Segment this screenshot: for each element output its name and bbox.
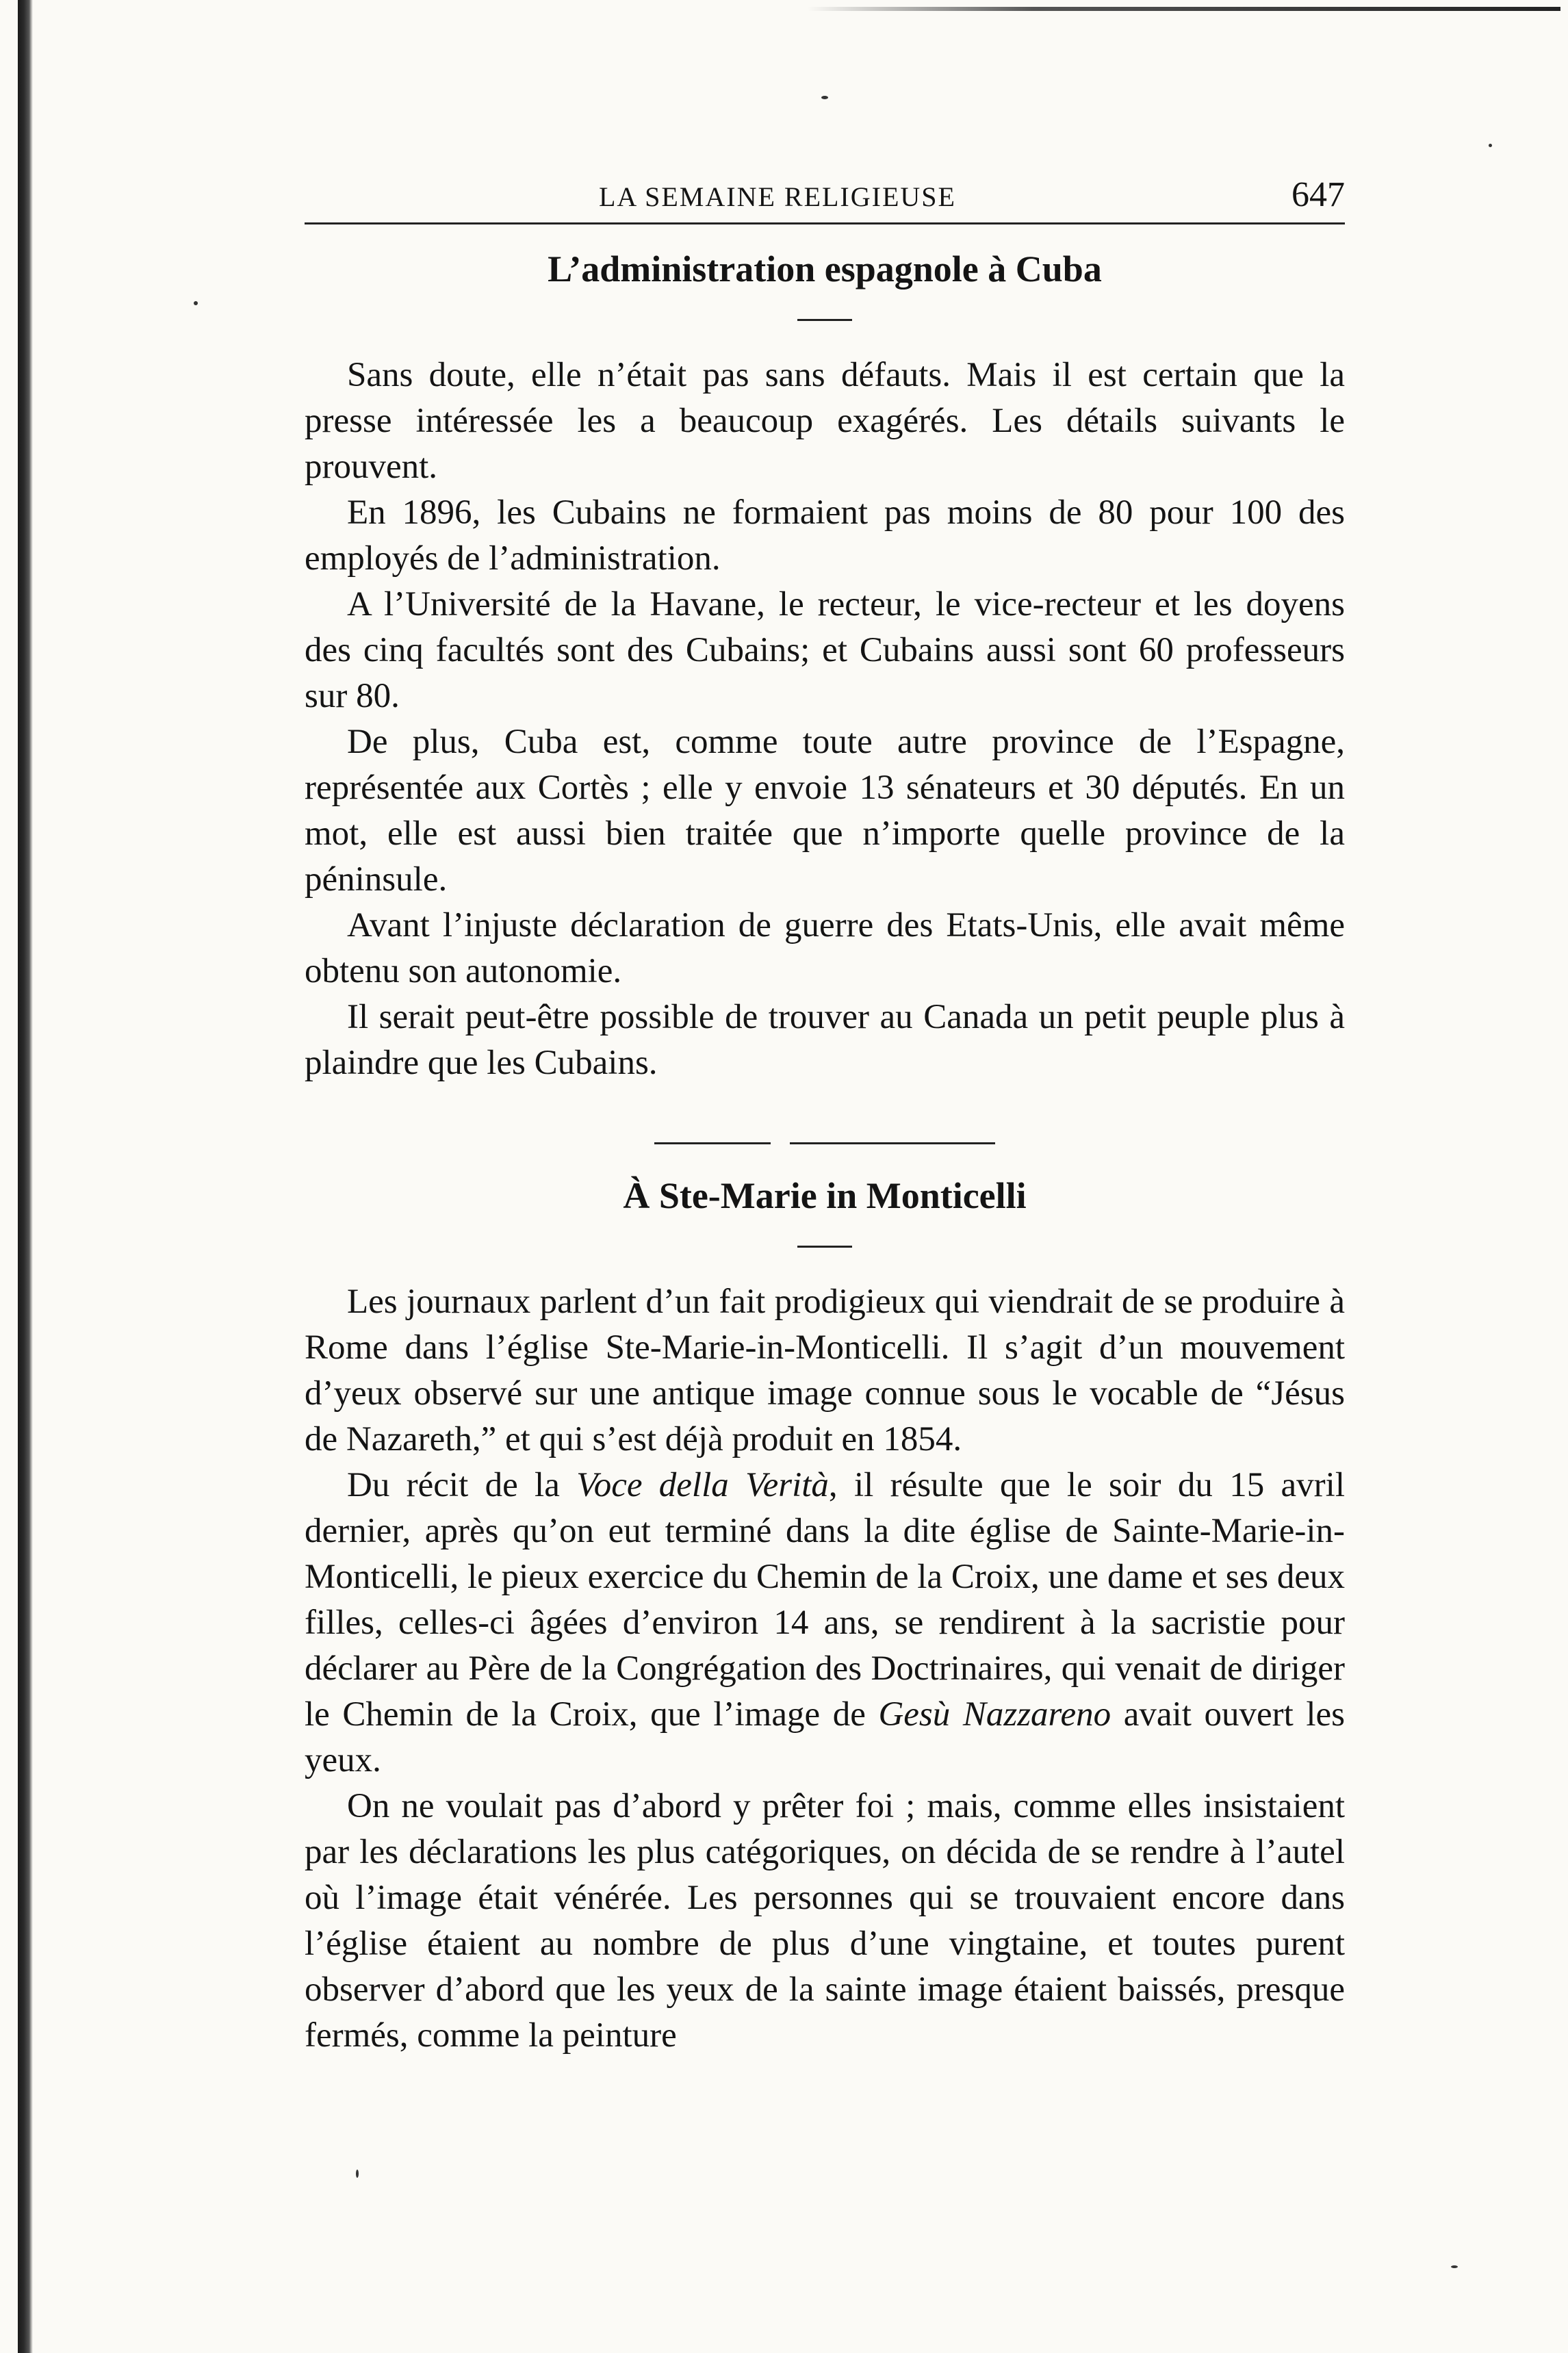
scan-speck [1451, 2265, 1458, 2268]
article-paragraph: Il serait peut-être possible de trouver au Canada un petit peuple plus à plaindre que les Cubains. [305, 998, 1345, 1082]
scan-top-edge [808, 7, 1560, 11]
article-paragraph: De plus, Cuba est, comme toute autre province de l’Espagne, représentée aux Cortès ; elle y envoie 13 sénateurs et 30 députés. En un mot, elle est aussi bien traitée que n’importe quelle province de la péninsule. [305, 723, 1345, 899]
article-paragraph: A l’Université de la Havane, le recteur, le vice-recteur et les doyens des cinq facultés sont des Cubains; et Cubains aussi sont 60 professeurs sur 80. [305, 585, 1345, 715]
article-paragraph: Avant l’injuste déclaration de guerre des Etats-Unis, elle avait même obtenu son autonomie. [305, 906, 1345, 990]
scan-speck [194, 301, 198, 305]
text-run: avait ouvert les yeux. [305, 1695, 1345, 1779]
text-run: Du récit de la [347, 1466, 577, 1504]
article-paragraph [305, 1463, 1345, 1784]
italic-name: Gesù Nazzareno [878, 1695, 1111, 1734]
running-title: LA SEMAINE RELIGIEUSE [599, 181, 956, 212]
text-run: , il résulte que le soir du 15 avril dernier, après qu’on eut terminé dans la dite église de Sainte-Marie-in-Monticelli, le pieux exercice du Chemin de la Croix, une dame et ses deux filles, celles-ci âgées d’environ 14 ans, se rendirent à la sacristie pour déclarer au Père de la Congrégation des Doctrinaires, qui venait de diriger le Chemin de la Croix, que l’image de [305, 1466, 1345, 1734]
running-head [305, 175, 1345, 224]
article-title: À Ste-Marie in Monticelli [623, 1175, 1027, 1216]
separator-rule [790, 1142, 995, 1144]
page-number: 647 [1291, 175, 1345, 214]
title-dash [797, 319, 852, 321]
scan-speck [1489, 144, 1492, 147]
scan-binding-edge [18, 0, 33, 2353]
article-title: L’administration espagnole à Cuba [548, 248, 1102, 290]
section-separator [305, 1142, 1345, 1144]
scan-speck [356, 2170, 359, 2178]
book-page [305, 175, 1345, 2059]
italic-title: Voce della Verità [576, 1466, 829, 1504]
article-paragraph: En 1896, les Cubains ne formaient pas moins de 80 pour 100 des employés de l’administration. [305, 493, 1345, 578]
scan-speck [821, 96, 828, 99]
separator-rule [654, 1142, 771, 1144]
title-dash [797, 1246, 852, 1248]
article-paragraph: Sans doute, elle n’était pas sans défauts. Mais il est certain que la presse intéressée les a beaucoup exagérés. Les détails suivants le prouvent. [305, 356, 1345, 486]
article-paragraph: Les journaux parlent d’un fait prodigieux qui viendrait de se produire à Rome dans l’église Ste-Marie-in-Monticelli. Il s’agit d’un mouvement d’yeux observé sur une antique image connue sous le vocable de “Jésus de Nazareth,” et qui s’est déjà produit en 1854. [305, 1283, 1345, 1458]
article-paragraph: On ne voulait pas d’abord y prêter foi ; mais, comme elles insistaient par les déclarations les plus catégoriques, on décida de se rendre à l’autel où l’image était vénérée. Les personnes qui se trouvaient encore dans l’église étaient au nombre de plus d’une vingtaine, et toutes purent observer d’abord que les yeux de la sainte image étaient baissés, presque fermés, comme la peinture [305, 1787, 1345, 2055]
